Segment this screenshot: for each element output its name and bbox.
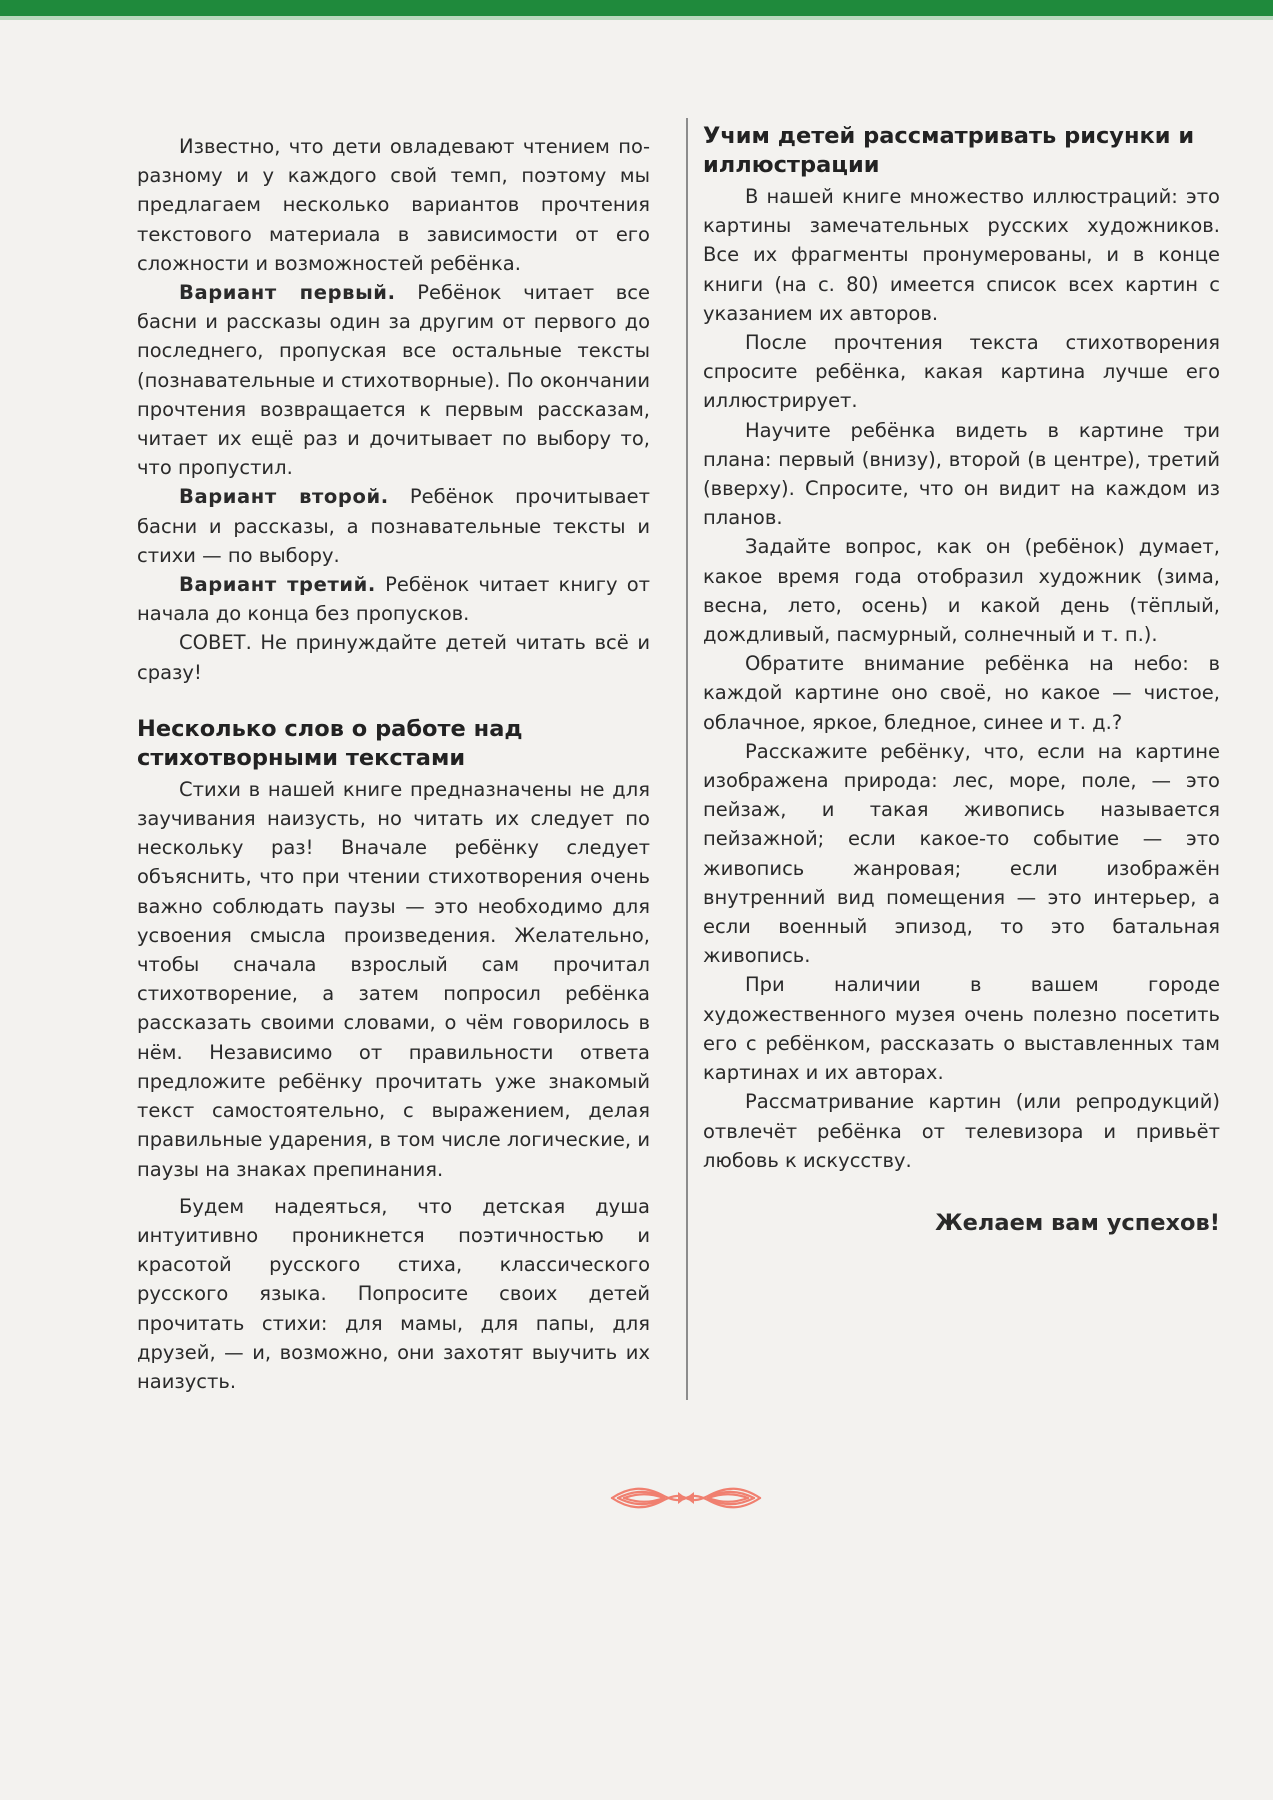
variant-third-text: Ребёнок читает книгу от начала до конца без пропусков. [137, 573, 651, 626]
variant-third-lead: Вариант третий. [179, 573, 376, 597]
variant-third-paragraph [137, 570, 650, 628]
left-column [137, 132, 650, 1396]
illustrations-paragraph-4: Задайте вопрос, как он (ребёнок) думает, какое время года отобразил художник (зима, весна, лето, осень) и какой день (тёплый, дождливый, пасмурный, солнечный и т. п.). [703, 535, 1220, 647]
illustrations-paragraph-8: Рассматривание картин (или репродукций) отвлечёт ребёнка от телевизора и привьёт любовь к искусству. [703, 1090, 1220, 1172]
variant-first-paragraph [137, 278, 650, 482]
column-divider [686, 118, 688, 1400]
illustrations-paragraph-6: Расскажите ребёнку, что, если на картине изображена природа: лес, море, поле, — это пейзаж, и такая живопись называется пейзажной; если какое-то событие — это живопись жанровая; если изображён внутренний вид помещения — это интерьер, а если военный эпизод, то это батальная живопись. [703, 739, 1220, 968]
illustrations-paragraph-7: При наличии в вашем городе художественного музея очень полезно посетить его с ребёнком, рассказать о выставленных там картинах и их авторах. [703, 973, 1220, 1085]
decorative-ribbon-ornament-icon [608, 1482, 764, 1514]
illustrations-paragraph-1: В нашей книге множество иллюстраций: это картины замечательных русских художников. Все их фрагменты пронумерованы, и в конце книги (на с. 80) имеется список всех картин с указанием их авторов. [703, 185, 1220, 325]
poems-paragraph-2: Будем надеяться, что детская душа интуитивно проникнется поэтичностью и красотой русского стиха, классического русского языка. Попросите своих детей прочитать стихи: для мамы, для папы, для друзей, — и, возможно, они захотят выучить их наизусть. [137, 1194, 650, 1393]
closing-wish: Желаем вам успехов! [935, 1209, 1220, 1236]
intro-paragraph: Известно, что дети овладевают чтением по-разному и у каждого свой темп, поэтому мы предлагаем несколько вариантов прочтения текстового материала в зависимости от его сложности и возможностей ребёнка. [137, 135, 650, 275]
variant-first-text: Ребёнок читает все басни и рассказы один за другим от первого до последнего, пропуская все остальные тексты (познавательные и стихотворные). По окончании прочтения возвращается к первым рассказам, читает их ещё раз и дочитывает по выбору то, что пропустил. [137, 281, 650, 480]
variant-second-paragraph [137, 482, 650, 570]
poems-section-title: Несколько слов о работе над стихотворными текстами [137, 715, 523, 771]
illustrations-paragraph-2: После прочтения текста стихотворения спросите ребёнка, какая картина лучше его иллюстрирует. [703, 331, 1220, 413]
right-column [703, 123, 1220, 1238]
illustrations-paragraph-3: Научите ребёнка видеть в картине три плана: первый (внизу), второй (в центре), третий (вверху). Спросите, что он видит на каждом из планов. [703, 418, 1220, 530]
poems-paragraph-1: Стихи в нашей книге предназначены не для заучивания наизусть, но читать их следует по нескольку раз! Вначале ребёнку следует объяснить, что при чтении стихотворения очень важно соблюдать паузы — это необходимо для усвоения смысла произведения. Желательно, чтобы сначала взрослый сам прочитал стихотворение, а затем попросил ребёнка рассказать своими словами, о чём говорилось в нём. Независимо от правильности ответа предложите ребёнку прочитать уже знакомый текст самостоятельно, с выражением, делая правильные ударения, в том числе логические, и паузы на знаках препинания. [137, 777, 650, 1181]
advice-paragraph: СОВЕТ. Не принуждайте детей читать всё и сразу! [137, 631, 650, 684]
illustrations-section-title: Учим детей рассматривать рисунки и иллюстрации [703, 123, 1195, 178]
illustrations-paragraph-5: Обратите внимание ребёнка на небо: в каждой картине оно своё, но какое — чистое, облачное, яркое, бледное, синее и т. д.? [703, 652, 1220, 734]
variant-second-lead: Вариант второй. [179, 485, 389, 509]
variant-second-text: Ребёнок прочитывает басни и рассказы, а познавательные тексты и стихи — по выбору. [137, 485, 650, 567]
top-band-edge [0, 16, 1273, 20]
top-green-band [0, 0, 1273, 16]
variant-first-lead: Вариант первый. [179, 281, 396, 305]
